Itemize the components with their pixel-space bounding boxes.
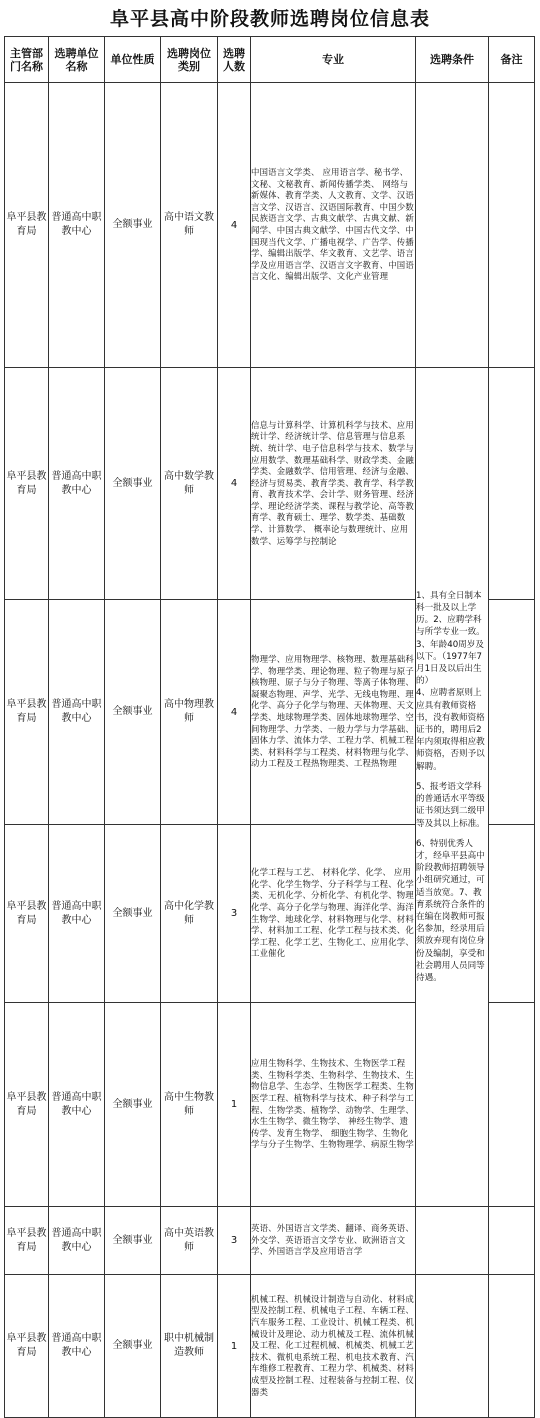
header-dept: 主管部门名称 (5, 37, 49, 83)
category-cell: 职中机械制造教师 (161, 1275, 218, 1418)
dept-cell: 阜平县教育局 (5, 825, 49, 1003)
header-count: 选聘人数 (218, 37, 251, 83)
count-cell: 4 (218, 83, 251, 368)
count-cell: 3 (218, 1207, 251, 1275)
conditions-empty-cell (416, 1207, 489, 1275)
notes-cell (489, 83, 535, 368)
major-cell: 应用生物科学、生物技术、生物医学工程类、生物科学类、生物科学、生物技术、生物信息学、生态学、生物医学工程类、生物医学工程、植物科学与技术、种子科学与工程、生物学类、植物学、动物学、生理学、水生生物学、微生物学、 神经生物学、遗传学、发育生物学、 细胞生物学、生物化学与分子生物学、生物物理学、病原生物学 (251, 1003, 416, 1207)
conditions-empty-cell (416, 1275, 489, 1418)
major-cell: 信息与计算科学、计算机科学与技术、应用统计学、经济统计学、信息管理与信息系统、统计学、电子信息科学与技术、数学与应用数学、数理基础科学、财政学类、金融学类、金融数学、信用管理、经济与金融、经济与贸易类、教育学类、教育学、科学教育、教育技术学、会计学、财务管理、经济学、理论经济学类、课程与教学论、高等教育学、教育硕士、理学、数学类、基础数学、计算数学、 概率论与数理统计、应用数学、运筹学与控制论 (251, 368, 416, 600)
table-row (5, 1275, 535, 1418)
unit-cell: 普通高中职教中心 (49, 1003, 105, 1207)
unit-cell: 普通高中职教中心 (49, 83, 105, 368)
condition-text: 6、特别优秀人才，经阜平县高中阶段教师招聘领导小组研究通过，可适当放宽。7、教育系统符合条件的在编在岗教师可报名参加，经录用后须放弃现有岗位身份及编制，享受和社会聘用人员同等待遇。 (416, 838, 485, 983)
header-conditions: 选聘条件 (416, 37, 489, 83)
conditions-empty-cell (416, 83, 489, 368)
category-cell: 高中化学教师 (161, 825, 218, 1003)
header-notes: 备注 (489, 37, 535, 83)
category-cell: 高中语文教师 (161, 83, 218, 368)
major-cell: 中国语言文学类、 应用语言学、秘书学、文秘、文秘教育、新闻传播学类、 网络与新媒体、教育学类、人文教育、文学、汉语言文学、汉语言、汉语国际教育、中国少数民族语言文学、古典文献学、古典文献、新闻学、中国古典文献学、中国古代文学、中国现当代文学、广播电视学、广告学、传播学、编辑出版学、华文教育、文艺学、语言学及应用语言学、汉语言文字教育、中国语言文化、编辑出版学、文化产业管理 (251, 83, 416, 368)
notes-cell (489, 600, 535, 825)
table-row (5, 368, 535, 600)
nature-cell: 全额事业 (105, 368, 161, 600)
dept-cell: 阜平县教育局 (5, 1275, 49, 1418)
notes-cell (489, 368, 535, 600)
count-cell: 4 (218, 368, 251, 600)
condition-text: 3、年龄40周岁及以下。（1977年7月1日及以后出生的） (416, 639, 484, 687)
category-cell: 高中数学教师 (161, 368, 218, 600)
major-cell: 机械工程、机械设计制造与自动化、材料成型及控制工程、机械电子工程、车辆工程、汽车服务工程、工业设计、机械工程类、机械设计及理论、动力机械及工程、流体机械及工程、化工过程机械、机械类、机械工艺技术、微机电系统工程、机电技术教育、汽车维修工程教育、工程力学、机械类、材料成型及控制工程、过程装备与控制工程、仪器类 (251, 1275, 416, 1418)
document-title: 阜平县高中阶段教师选聘岗位信息表 (109, 8, 430, 30)
dept-cell: 阜平县教育局 (5, 83, 49, 368)
header-unit: 选聘单位名称 (49, 37, 105, 83)
condition-gap (416, 830, 488, 838)
nature-cell: 全额事业 (105, 600, 161, 825)
notes-cell (489, 1207, 535, 1275)
header-row (5, 37, 535, 83)
count-cell: 1 (218, 1275, 251, 1418)
category-cell: 高中英语教师 (161, 1207, 218, 1275)
major-cell: 化学工程与工艺、 材料化学、化学、 应用化学、化学生物学、分子科学与工程、化学类、无机化学、分析化学、有机化学、物理化学、高分子化学与物理、海洋化学、海洋生物学、地球化学、材料物理与化学、材料学、材料加工工程、化学工程与技术类、化学工程、化学工艺、生物化工、应用化学、工业催化 (251, 825, 416, 1003)
header-major: 专业 (251, 37, 416, 83)
dept-cell: 阜平县教育局 (5, 1003, 49, 1207)
unit-cell: 普通高中职教中心 (49, 1207, 105, 1275)
nature-cell: 全额事业 (105, 1003, 161, 1207)
unit-cell: 普通高中职教中心 (49, 368, 105, 600)
nature-cell: 全额事业 (105, 1275, 161, 1418)
condition-text: 1、具有全日制本科一批及以上学历。2、应聘学科与所学专业一致。 (416, 590, 485, 638)
unit-cell: 普通高中职教中心 (49, 825, 105, 1003)
category-cell: 高中生物教师 (161, 1003, 218, 1207)
dept-cell: 阜平县教育局 (5, 368, 49, 600)
condition-text: 5、报考语文学科的普通话水平等级证书须达到二级甲等及其以上标准。 (416, 781, 485, 829)
count-cell: 4 (218, 600, 251, 825)
major-cell: 物理学、应用物理学、核物理、数理基础科学、物理学类、理论物理、粒子物理与原子核物理、原子与分子物理、等离子体物理、凝聚态物理、声学、光学、无线电物理、理化学、高分子化学与物理、天体物理、天文学类、地球物理学类、固体地球物理学、空间物理学、力学类、一般力学与力学基础、固体力学、流体力学、工程力学、机械工程类、材料科学与工程类、材料物理与化学、动力工程及工程热物理类、工程热物理 (251, 600, 416, 825)
condition-gap (416, 773, 488, 781)
unit-cell: 普通高中职教中心 (49, 1275, 105, 1418)
table-row (5, 83, 535, 368)
notes-cell (489, 1275, 535, 1418)
header-nature: 单位性质 (105, 37, 161, 83)
dept-cell: 阜平县教育局 (5, 1207, 49, 1275)
major-cell: 英语、外国语言文学类、翻译、商务英语、外交学、英语语言文学专业、欧洲语言文学、外国语言学及应用语言学 (251, 1207, 416, 1275)
category-cell: 高中物理教师 (161, 600, 218, 825)
nature-cell: 全额事业 (105, 1207, 161, 1275)
condition-text: 4、应聘者原则上应具有教师资格书，没有教师资格证书的，聘用后2年内须取得相应教师资格，否则予以解聘。 (416, 688, 485, 772)
header-category: 选聘岗位类别 (161, 37, 218, 83)
notes-cell (489, 1003, 535, 1207)
conditions-cell (416, 368, 489, 1207)
dept-cell: 阜平县教育局 (5, 600, 49, 825)
count-cell: 3 (218, 825, 251, 1003)
unit-cell: 普通高中职教中心 (49, 600, 105, 825)
table-row (5, 1207, 535, 1275)
nature-cell: 全额事业 (105, 83, 161, 368)
notes-cell (489, 825, 535, 1003)
nature-cell: 全额事业 (105, 825, 161, 1003)
positions-table (4, 36, 535, 1418)
count-cell: 1 (218, 1003, 251, 1207)
